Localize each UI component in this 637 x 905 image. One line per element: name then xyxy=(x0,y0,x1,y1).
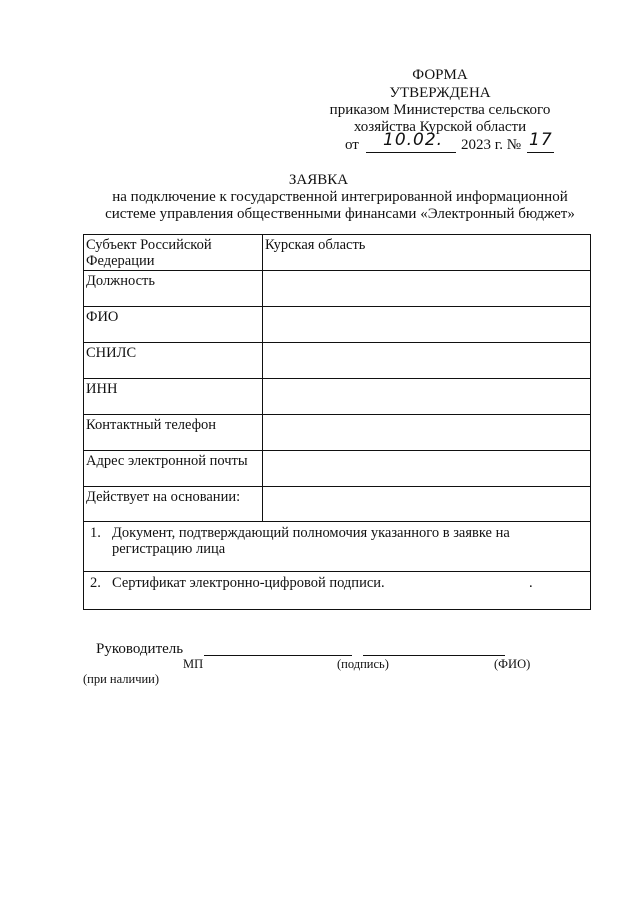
approval-approved-label: УТВЕРЖДЕНА xyxy=(389,85,491,101)
field-value-snils xyxy=(263,343,591,379)
field-label-position: Должность xyxy=(84,271,263,307)
attachment-item-2 xyxy=(84,572,591,610)
field-value-basis xyxy=(263,487,591,522)
attachment-item-2-number: 2. xyxy=(90,575,101,591)
field-value-email xyxy=(263,451,591,487)
field-label-basis: Действует на основании: xyxy=(84,487,263,522)
field-label-snils: СНИЛС xyxy=(84,343,263,379)
table-row xyxy=(84,235,591,271)
attachment-item-1-text-b: регистрацию лица xyxy=(112,541,226,557)
field-label-subject: Субъект Российской Федерации xyxy=(84,235,263,271)
approval-from-label: от xyxy=(345,137,359,153)
signature-caption: (подпись) xyxy=(337,657,389,671)
table-row xyxy=(84,572,591,610)
field-label-fio: ФИО xyxy=(84,307,263,343)
field-label-email: Адрес электронной почты xyxy=(84,451,263,487)
field-value-position xyxy=(263,271,591,307)
name-caption: (ФИО) xyxy=(494,657,531,671)
date-underline xyxy=(366,152,456,153)
table-row xyxy=(84,343,591,379)
document-title: ЗАЯВКА xyxy=(288,172,349,188)
table-row xyxy=(84,271,591,307)
head-label: Руководитель xyxy=(96,641,184,657)
document-subtitle-line1: на подключение к государственной интегрированной информационной xyxy=(112,189,568,205)
table-row xyxy=(84,307,591,343)
application-table xyxy=(83,234,591,610)
document-subtitle-line2: системе управления общественными финансами «Электронный бюджет» xyxy=(105,206,575,222)
field-value-phone xyxy=(263,415,591,451)
table-row xyxy=(84,415,591,451)
attachment-item-1-text-a: Документ, подтверждающий полномочия указанного в заявке на xyxy=(112,525,510,541)
table-row xyxy=(84,522,591,572)
signature-line xyxy=(204,655,352,656)
seal-label: МП xyxy=(183,657,204,671)
table-row xyxy=(84,451,591,487)
field-value-inn xyxy=(263,379,591,415)
table-row xyxy=(84,487,591,522)
attachment-item-1 xyxy=(84,522,591,572)
attachment-item-2-text: Сертификат электронно-цифровой подписи. xyxy=(112,575,385,591)
approval-year-number: 2023 г. № xyxy=(461,137,522,153)
seal-if-any-note: (при наличии) xyxy=(83,672,160,686)
attachment-item-1-number: 1. xyxy=(90,525,101,541)
field-label-inn: ИНН xyxy=(84,379,263,415)
table-row xyxy=(84,379,591,415)
number-underline xyxy=(527,152,554,153)
approval-order-line1: приказом Министерства сельского xyxy=(329,102,551,118)
attachment-item-2-dot: . xyxy=(529,575,533,591)
field-value-subject: Курская область xyxy=(263,235,591,271)
approval-date-handwritten: 10.02. xyxy=(383,130,444,150)
field-value-fio xyxy=(263,307,591,343)
approval-form-label: ФОРМА xyxy=(412,67,468,83)
approval-number-handwritten: 17 xyxy=(529,130,553,150)
approval-order-line2: хозяйства Курской области xyxy=(353,119,527,135)
field-label-phone: Контактный телефон xyxy=(84,415,263,451)
